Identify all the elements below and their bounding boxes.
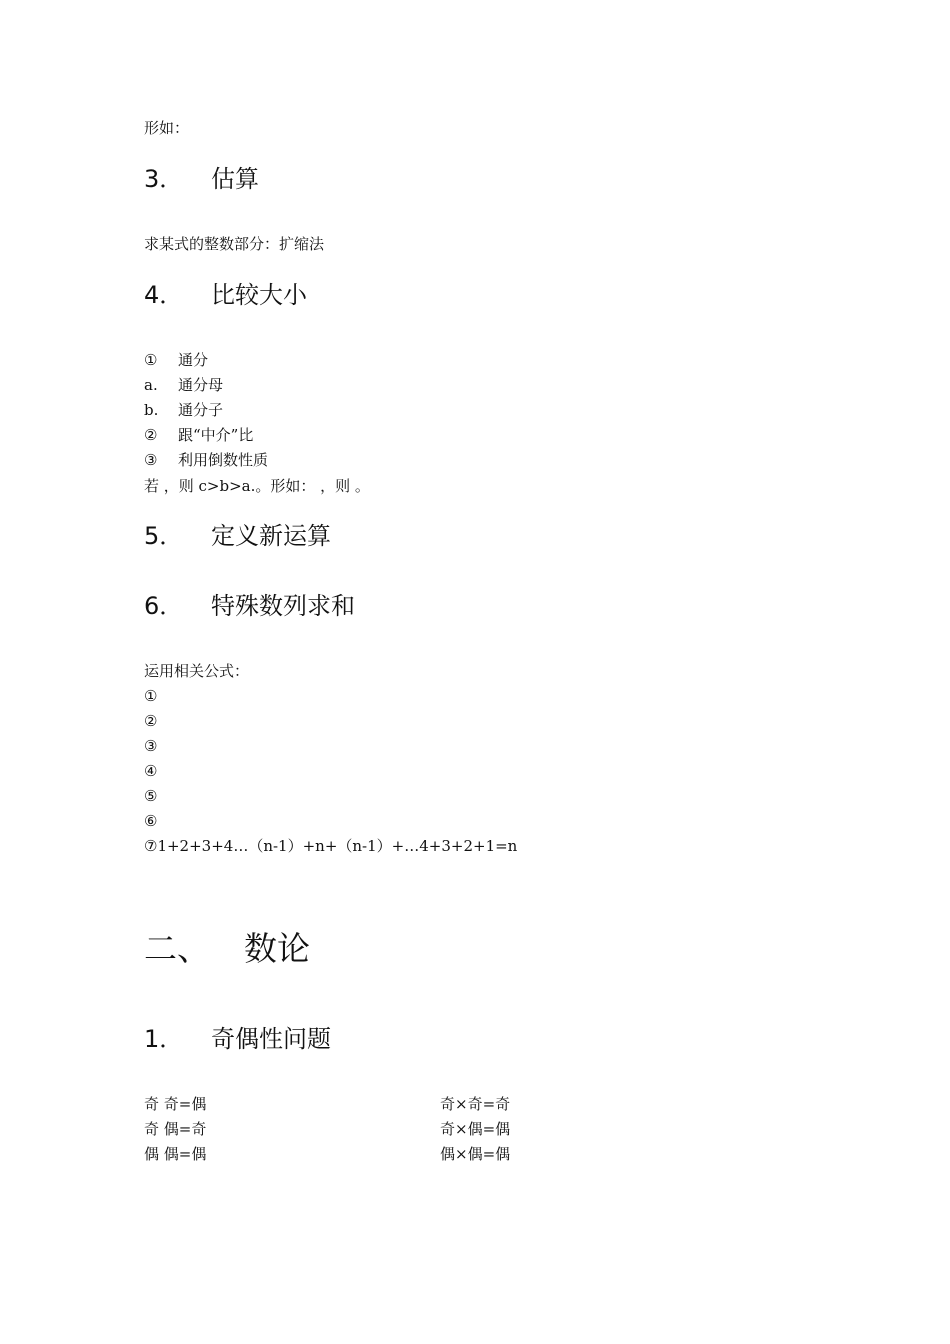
list-text: 利用倒数性质 xyxy=(178,451,269,469)
part-title: 数论 xyxy=(244,929,310,968)
section-number: 3． xyxy=(144,165,184,193)
parity-rule-left: 偶 偶=偶 xyxy=(144,1145,207,1163)
list-marker: a. xyxy=(144,376,158,394)
section-4-heading xyxy=(144,280,307,310)
list-item xyxy=(144,450,268,470)
list-text: 通分母 xyxy=(178,376,224,394)
parity-rule-right: 奇×奇=奇 xyxy=(440,1095,511,1113)
parity-row xyxy=(144,1144,511,1164)
list-text: 通分 xyxy=(178,351,209,369)
list-marker: ② xyxy=(144,426,158,444)
section-5-heading xyxy=(144,521,331,551)
parity-rule-left: 奇 奇=偶 xyxy=(144,1095,207,1113)
section-number: 4． xyxy=(144,281,184,309)
intro-text: 形如： xyxy=(144,119,190,137)
section-title: 定义新运算 xyxy=(211,522,331,550)
list-item: ① xyxy=(144,687,158,705)
list-item xyxy=(144,400,223,420)
list-text: 通分子 xyxy=(178,401,224,419)
section-title: 估算 xyxy=(211,165,259,193)
section-title: 特殊数列求和 xyxy=(211,592,355,620)
section-title: 比较大小 xyxy=(211,281,307,309)
list-marker: ③ xyxy=(144,451,158,469)
list-item: ③ xyxy=(144,737,158,755)
list-item: ⑦1+2+3+4…（n-1）+n+（n-1）+…4+3+2+1=n xyxy=(144,837,518,855)
section-title: 奇偶性问题 xyxy=(211,1025,331,1053)
section-number: 6． xyxy=(144,592,184,620)
section-3-heading xyxy=(144,164,259,194)
list-item: ② xyxy=(144,712,158,730)
section-4-note: 若 ，则 c>b>a.。形如： ，则 。 xyxy=(144,477,370,495)
list-text: 跟“中介”比 xyxy=(178,426,254,444)
section-6-heading xyxy=(144,591,355,621)
parity-row xyxy=(144,1119,511,1139)
section-6-intro: 运用相关公式： xyxy=(144,662,250,680)
parity-row xyxy=(144,1094,511,1114)
list-item xyxy=(144,375,223,395)
parity-rule-right: 奇×偶=偶 xyxy=(440,1120,511,1138)
section-number: 1． xyxy=(144,1025,184,1053)
list-item: ⑤ xyxy=(144,787,158,805)
parity-rule-right: 偶×偶=偶 xyxy=(440,1145,511,1163)
subsection-1-heading xyxy=(144,1024,331,1054)
part-2-heading xyxy=(144,929,310,969)
list-item xyxy=(144,350,208,370)
list-item xyxy=(144,425,253,445)
list-item: ⑥ xyxy=(144,812,158,830)
part-number: 二、 xyxy=(144,929,210,968)
parity-rule-left: 奇 偶=奇 xyxy=(144,1120,207,1138)
section-number: 5． xyxy=(144,522,184,550)
section-3-text: 求某式的整数部分：扩缩法 xyxy=(144,235,325,253)
list-marker: b. xyxy=(144,401,159,419)
list-item: ④ xyxy=(144,762,158,780)
list-marker: ① xyxy=(144,351,158,369)
